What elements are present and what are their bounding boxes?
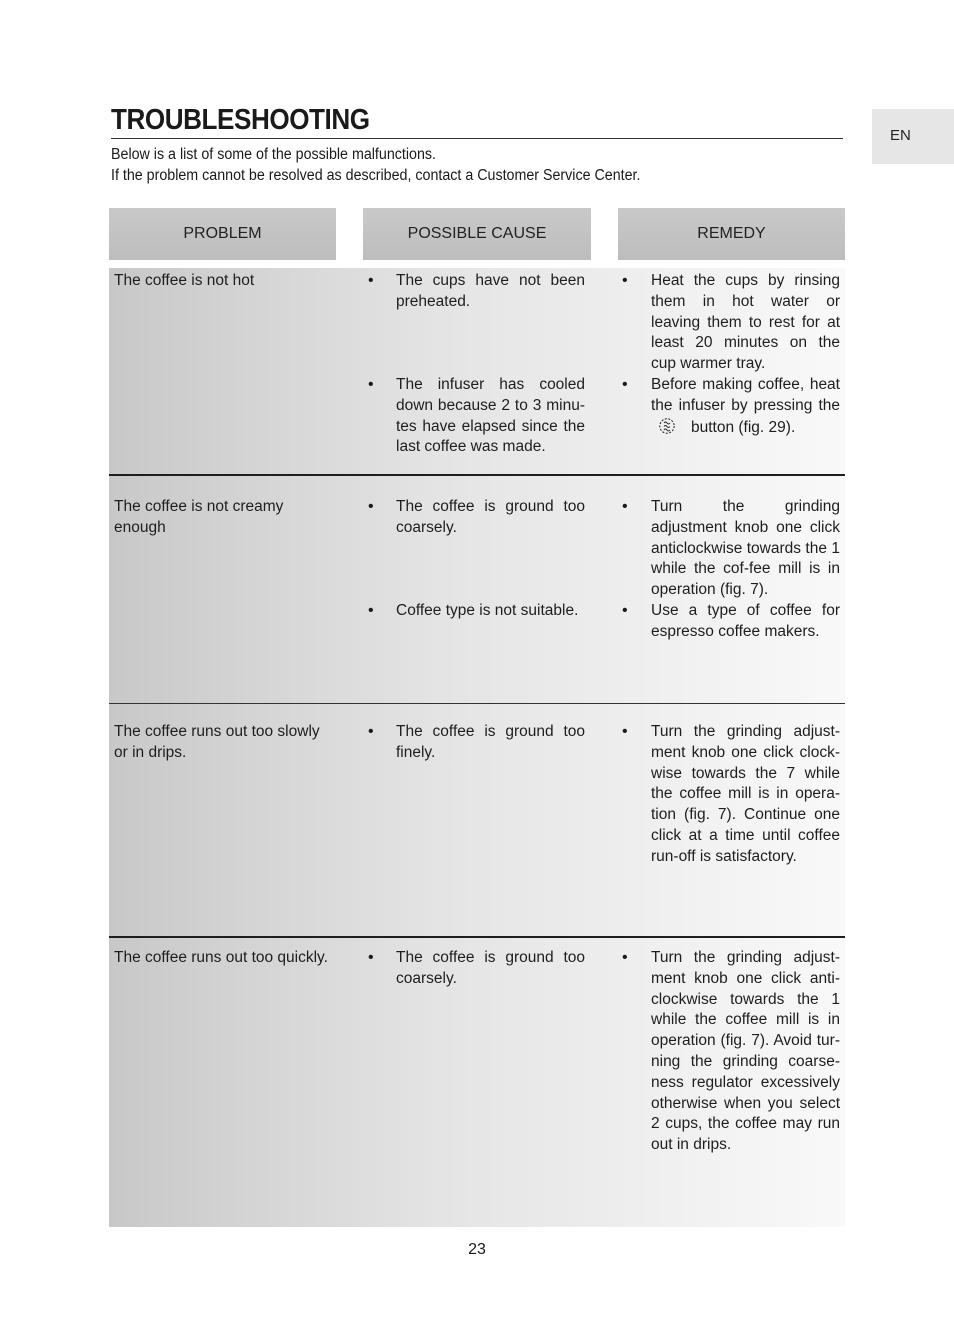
bullet: • <box>368 498 374 515</box>
bullet: • <box>622 272 628 289</box>
language-tab: EN <box>872 109 954 164</box>
problem-cell: The coffee is not creamy enough <box>114 498 284 536</box>
bullet: • <box>368 602 374 619</box>
cause-text: The infuser has cooled down because 2 to 3 minu-tes have elapsed since the last coffee was made. <box>396 376 585 456</box>
header-possible-cause: POSSIBLE CAUSE <box>363 208 591 260</box>
bullet: • <box>622 949 628 966</box>
remedy-text: Turn the grinding adjust-ment knob one click clock-wise towards the 7 while the coffee mill is in opera-tion (fig. 7). Continue one click at a time until coffee run-off is satisfactory. <box>651 723 840 865</box>
page-number: 23 <box>468 1241 486 1258</box>
intro-line-1: Below is a list of some of the possible malfunctions. <box>111 146 436 163</box>
problem-cell: The coffee is not hot <box>114 272 255 289</box>
bullet: • <box>368 272 374 289</box>
bullet: • <box>368 376 374 393</box>
row-divider <box>109 474 845 476</box>
bullet: • <box>622 602 628 619</box>
remedy-text: Use a type of coffee for espresso coffee makers. <box>651 602 840 640</box>
remedy-text <box>651 375 840 438</box>
title-divider <box>111 138 843 139</box>
page-title: TROUBLESHOOTING <box>111 104 370 136</box>
cause-text: The coffee is ground too coarsely. <box>396 498 585 536</box>
remedy-text: Heat the cups by rinsing them in hot water or leaving them to rest for at least 20 minutes on the cup warmer tray. <box>651 272 840 373</box>
row-divider <box>109 936 845 938</box>
header-problem: PROBLEM <box>109 208 336 260</box>
row-divider <box>109 703 845 704</box>
header-remedy: REMEDY <box>618 208 845 260</box>
remedy-text: Turn the grinding adjust-ment knob one click anti-clockwise towards the 1 while the coffee mill is in operation (fig. 7). Avoid tur-ning the grinding coarse-ness regulator excessively otherwise when you select 2 cups, the coffee may run out in drips. <box>651 949 840 1154</box>
bullet: • <box>622 723 628 740</box>
remedy-text-before-icon: Before making coffee, heat the infuser by pressing the <box>651 376 840 414</box>
remedy-text: Turn the grinding adjustment knob one click anticlockwise towards the 1 while the cof-fee mill is in operation (fig. 7). <box>651 498 840 599</box>
cause-text: The coffee is ground too finely. <box>396 723 585 761</box>
cause-text: The coffee is ground too coarsely. <box>396 949 585 987</box>
cause-text: Coffee type is not suitable. <box>396 602 579 619</box>
bullet: • <box>368 949 374 966</box>
problem-cell: The coffee runs out too quickly. <box>114 949 328 966</box>
rinse-icon <box>657 417 677 435</box>
intro-text <box>111 144 640 186</box>
intro-line-2: If the problem cannot be resolved as described, contact a Customer Service Center. <box>111 167 641 184</box>
bullet: • <box>622 498 628 515</box>
remedy-text-after-icon: button (fig. 29). <box>691 418 796 436</box>
cause-text: The cups have not been preheated. <box>396 272 585 310</box>
problem-cell: The coffee runs out too slowly or in drips. <box>114 723 320 761</box>
bullet: • <box>622 376 628 393</box>
bullet: • <box>368 723 374 740</box>
